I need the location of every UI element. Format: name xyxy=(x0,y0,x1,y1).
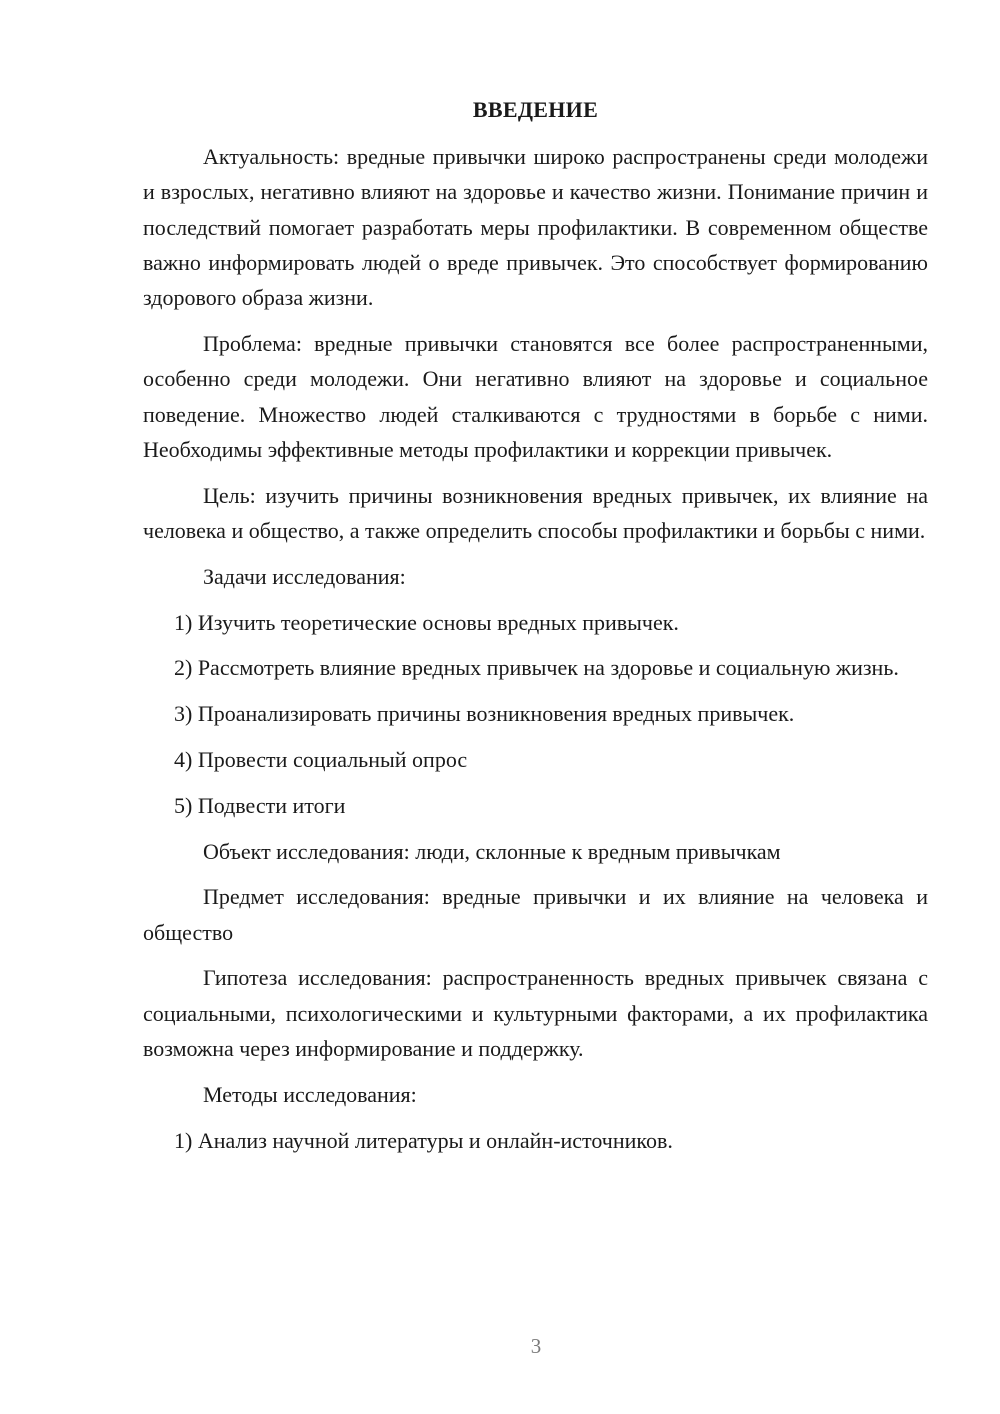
task-item-2: 2) Рассмотреть влияние вредных привычек на здоровье и социальную жизнь. xyxy=(174,655,899,681)
method-item-1: 1) Анализ научной литературы и онлайн-источников. xyxy=(174,1127,673,1153)
page-number: 3 xyxy=(530,1334,542,1358)
task-item-5: 5) Подвести итоги xyxy=(174,792,346,818)
goal-paragraph: Цель: изучить причины возникновения вредных привычек, их влияние на человека и общество, а также определить способы профилактики и борьбы с ними. xyxy=(143,482,928,543)
task-item-1: 1) Изучить теоретические основы вредных привычек. xyxy=(174,609,679,635)
subject-paragraph: Предмет исследования: вредные привычки и их влияние на человека и общество xyxy=(143,884,928,945)
task-item-3: 3) Проанализировать причины возникновения вредных привычек. xyxy=(174,701,795,727)
document-page xyxy=(143,95,928,1168)
relevance-paragraph: Актуальность: вредные привычки широко распространены среди молодежи и взрослых, негативно влияют на здоровье и качество жизни. Понимание причин и последствий помогает разработать меры профилактики. В современном обществе важно информировать людей о вреде привычек. Это способствует формированию здорового образа жизни. xyxy=(143,144,928,311)
object-paragraph: Объект исследования: люди, склонные к вредным привычкам xyxy=(203,838,781,864)
task-item-4: 4) Провести социальный опрос xyxy=(174,746,468,772)
problem-paragraph: Проблема: вредные привычки становятся все более распространенными, особенно среди молодежи. Они негативно влияют на здоровье и социальное поведение. Множество людей сталкиваются с трудностями в борьбе с ними. Необходимы эффективные методы профилактики и коррекции привычек. xyxy=(143,330,928,462)
hypothesis-paragraph: Гипотеза исследования: распространенность вредных привычек связана с социальными, психологическими и культурными факторами, а их профилактика возможна через информирование и поддержку. xyxy=(143,965,928,1062)
page-title: ВВЕДЕНИЕ xyxy=(472,97,599,122)
methods-heading: Методы исследования: xyxy=(203,1081,417,1107)
tasks-heading: Задачи исследования: xyxy=(203,563,406,589)
